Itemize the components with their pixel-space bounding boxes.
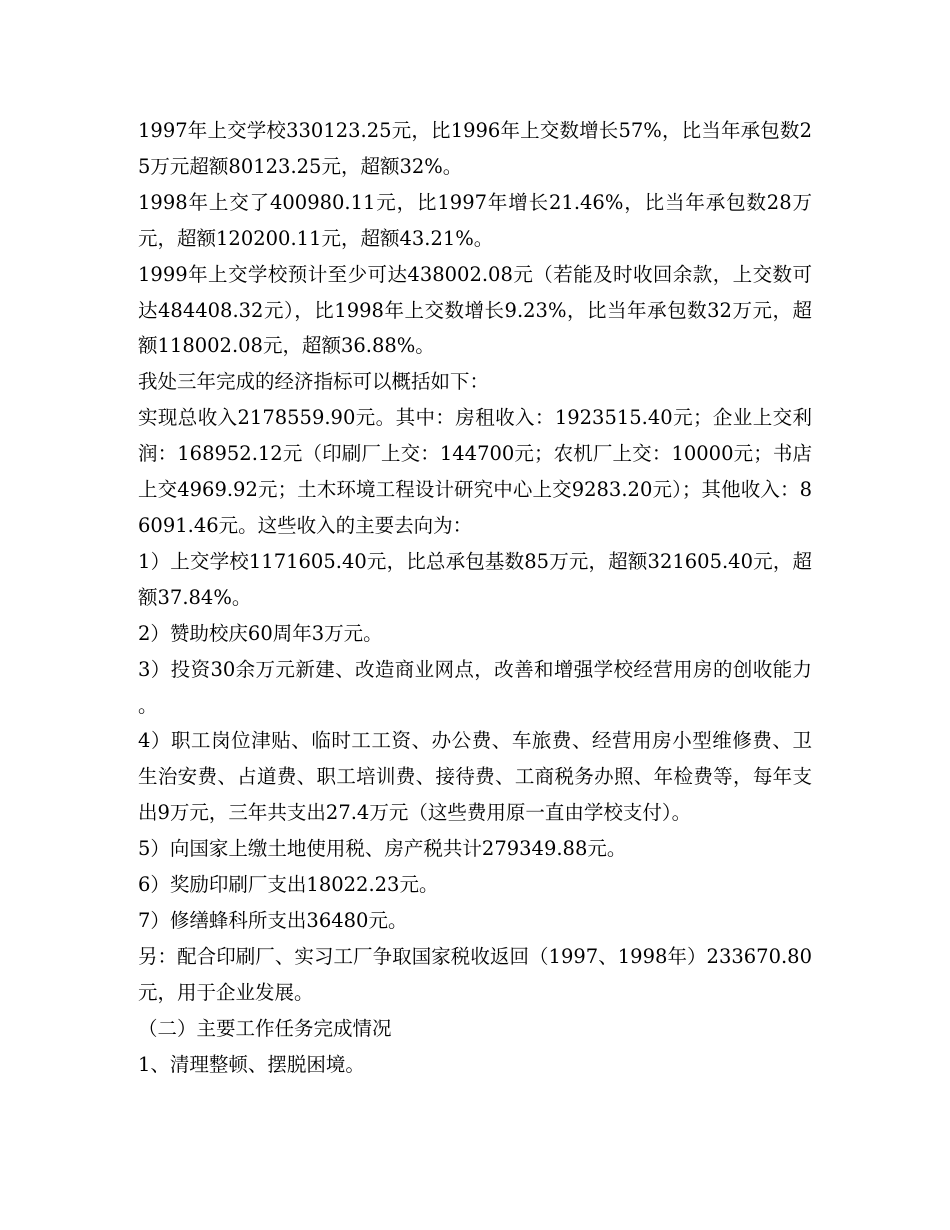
list-item-1: 1）上交学校1171605.40元，比总承包基数85万元，超额321605.40元，超额37.84%。 [138, 549, 812, 609]
paragraph-1997-summary: 1997年上交学校330123.25元，比1996年上交数增长57%，比当年承包数25万元超额80123.25元，超额32%。 [138, 119, 812, 178]
document-page [138, 113, 812, 1082]
list-item-5: 5）向国家上缴土地使用税、房产税共计279349.88元。 [138, 837, 627, 861]
list-item-4: 4）职工岗位津贴、临时工工资、办公费、车旅费、经营用房小型维修费、卫生治安费、占道费、职工培训费、接待费、工商税务办照、年检费等，每年支出9万元，三年共支出27.4万元（这些费用原一直由学校支付）。 [138, 729, 812, 825]
paragraph-additional-note: 另：配合印刷厂、实习工厂争取国家税收返回（1997、1998年）233670.80元，用于企业发展。 [138, 944, 812, 1004]
paragraph-overview-intro: 我处三年完成的经济指标可以概括如下： [138, 370, 490, 394]
paragraph-1999-summary: 1999年上交学校预计至少可达438002.08元（若能及时收回余款，上交数可达484408.32元），比1998年上交数增长9.23%，比当年承包数32万元，超额118002.08元，超额36.88%。 [138, 262, 812, 358]
subsection-heading: 1、清理整顿、摆脱困境。 [138, 1052, 365, 1076]
list-item-3: 3）投资30余万元新建、改造商业网点，改善和增强学校经营用房的创收能力。 [138, 657, 812, 717]
list-item-6: 6）奖励印刷厂支出18022.23元。 [138, 873, 439, 897]
section-heading: （二）主要工作任务完成情况 [138, 1016, 392, 1040]
list-item-7: 7）修缮蜂科所支出36480元。 [138, 908, 408, 932]
list-item-2: 2）赞助校庆60周年3万元。 [138, 621, 383, 645]
paragraph-total-income: 实现总收入2178559.90元。其中：房租收入：1923515.40元；企业上交利润：168952.12元（印刷厂上交：144700元；农机厂上交：10000元；书店上交4969.92元；土木环境工程设计研究中心上交9283.20元）；其他收入：86091.46元。这些收入的主要去向为： [138, 406, 812, 537]
paragraph-1998-summary: 1998年上交了400980.11元，比1997年增长21.46%，比当年承包数28万元，超额120200.11元，超额43.21%。 [138, 190, 812, 250]
